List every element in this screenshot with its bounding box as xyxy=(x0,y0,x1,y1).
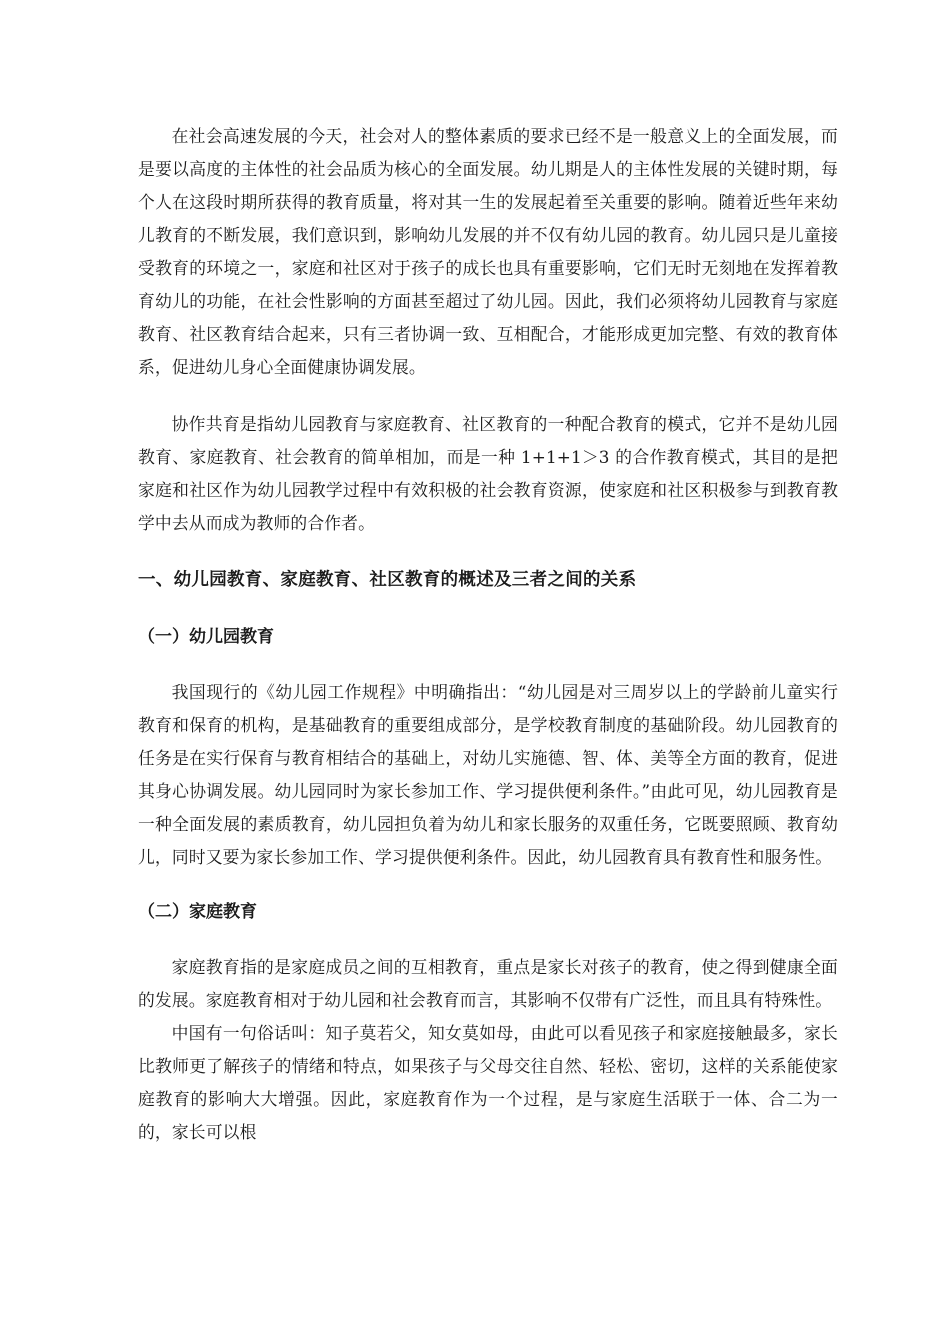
intro-paragraph-1: 在社会高速发展的今天，社会对人的整体素质的要求已经不是一般意义上的全面发展，而是要以高度的主体性的社会品质为核心的全面发展。幼儿期是人的主体性发展的关键时期，每个人在这段时期所获得的教育质量，将对其一生的发展起着至关重要的影响。随着近些年来幼儿教育的不断发展，我们意识到，影响幼儿发展的并不仅有幼儿园的教育。幼儿园只是儿童接受教育的环境之一，家庭和社区对于孩子的成长也具有重要影响，它们无时无刻地在发挥着教育幼儿的功能，在社会性影响的方面甚至超过了幼儿园。因此，我们必须将幼儿园教育与家庭教育、社区教育结合起来，只有三者协调一致、互相配合，才能形成更加完整、有效的教育体系，促进幼儿身心全面健康协调发展。 xyxy=(138,126,838,377)
kindergarten-paragraph: 我国现行的《幼儿园工作规程》中明确指出：“幼儿园是对三周岁以上的学龄前儿童实行教育和保育的机构，是基础教育的重要组成部分，是学校教育制度的基础阶段。幼儿园教育的任务是在实行保育与教育相结合的基础上，对幼儿实施德、智、体、美等全方面的教育，促进其身心协调发展。幼儿园同时为家长参加工作、学习提供便利条件。”由此可见，幼儿园教育是一种全面发展的素质教育，幼儿园担负着为幼儿和家长服务的双重任务，它既要照顾、教育幼儿，同时又要为家长参加工作、学习提供便利条件。因此，幼儿园教育具有教育性和服务性。 xyxy=(138,682,838,867)
family-paragraph-2: 中国有一句俗话叫：知子莫若父，知女莫如母，由此可以看见孩子和家庭接触最多，家长比教师更了解孩子的情绪和特点，如果孩子与父母交往自然、轻松、密切，这样的关系能使家庭教育的影响大大增强。因此，家庭教育作为一个过程，是与家庭生活联于一体、合二为一的，家长可以根 xyxy=(138,1023,838,1142)
family-paragraph-1: 家庭教育指的是家庭成员之间的互相教育，重点是家长对孩子的教育，使之得到健康全面的发展。家庭教育相对于幼儿园和社会教育而言，其影响不仅带有广泛性，而且具有特殊性。 xyxy=(138,957,838,1010)
section-heading-1: 一、幼儿园教育、家庭教育、社区教育的概述及三者之间的关系 xyxy=(138,570,637,590)
intro-paragraph-2: 协作共育是指幼儿园教育与家庭教育、社区教育的一种配合教育的模式，它并不是幼儿园教育、家庭教育、社会教育的简单相加，而是一种 1+1+1＞3 的合作教育模式，其目的是把家庭和社区作为幼儿园教学过程中有效积极的社会教育资源，使家庭和社区积极参与到教育教学中去从而成为教师的合作者。 xyxy=(138,414,838,533)
subsection-heading-kindergarten: （一）幼儿园教育 xyxy=(138,627,274,647)
document-page xyxy=(138,120,838,1149)
subsection-heading-family: （二）家庭教育 xyxy=(138,902,257,922)
